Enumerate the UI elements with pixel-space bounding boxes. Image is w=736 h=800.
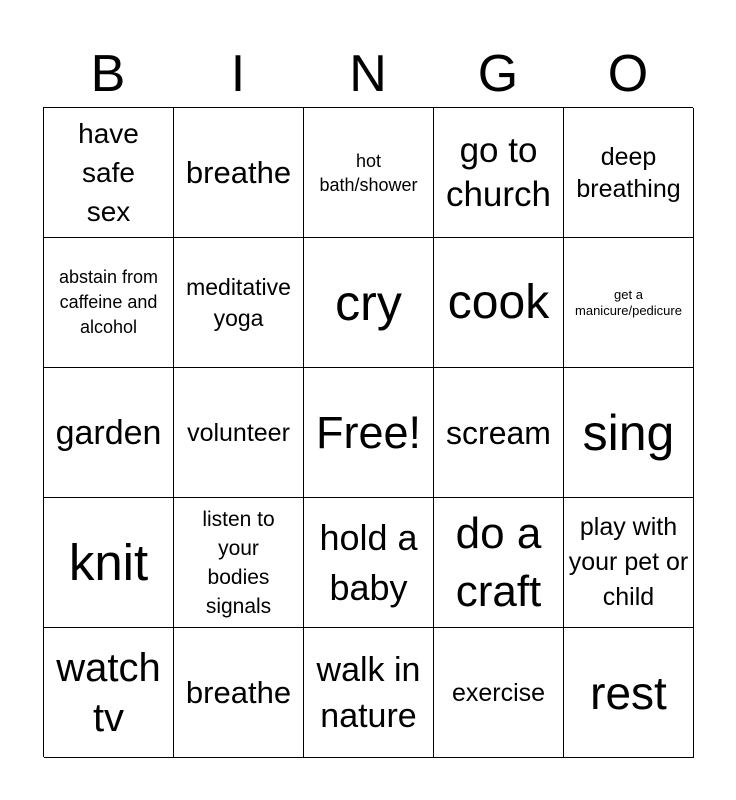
- header-letter-o: O: [607, 45, 649, 103]
- bingo-header: [43, 40, 693, 108]
- bingo-cell[interactable]: [44, 108, 174, 238]
- header-letter-g: G: [477, 45, 519, 103]
- bingo-cell[interactable]: [304, 108, 434, 238]
- bingo-cell[interactable]: [564, 108, 694, 238]
- cell-text: exercise: [451, 678, 546, 707]
- bingo-cell[interactable]: [434, 238, 564, 368]
- cell-text: meditative yoga: [186, 273, 291, 331]
- bingo-cell[interactable]: [434, 108, 564, 238]
- bingo-cell[interactable]: [174, 368, 304, 498]
- cell-text: knit: [68, 533, 149, 591]
- cell-text: Free!: [315, 406, 422, 458]
- cell-text: rest: [590, 666, 667, 719]
- header-letter-n: N: [349, 45, 387, 103]
- cell-text: abstain from caffeine and alcohol: [58, 267, 159, 337]
- cell-text: garden: [55, 413, 162, 452]
- cell-text: deep breathing: [576, 142, 681, 203]
- bingo-cell[interactable]: [304, 498, 434, 628]
- bingo-cell[interactable]: [564, 498, 694, 628]
- cell-text: volunteer: [187, 418, 290, 447]
- cell-text: watch tv: [56, 645, 161, 740]
- bingo-cell[interactable]: [44, 498, 174, 628]
- bingo-cell[interactable]: [434, 498, 564, 628]
- bingo-cell[interactable]: [174, 238, 304, 368]
- cell-text: hot bath/shower: [319, 150, 418, 195]
- cell-text: walk in nature: [316, 650, 421, 735]
- bingo-cell[interactable]: [174, 108, 304, 238]
- bingo-cell[interactable]: [564, 368, 694, 498]
- cell-text: sing: [582, 404, 675, 461]
- cell-text: get a manicure/pedicure: [575, 286, 682, 318]
- bingo-cell[interactable]: [304, 368, 434, 498]
- header-letter-i: I: [230, 45, 246, 103]
- cell-text: go to church: [445, 130, 552, 214]
- bingo-cell[interactable]: [434, 628, 564, 758]
- bingo-cell[interactable]: [44, 628, 174, 758]
- cell-text: breathe: [185, 154, 292, 190]
- cell-text: play with your pet or child: [568, 513, 689, 611]
- bingo-cell[interactable]: [44, 238, 174, 368]
- bingo-cell[interactable]: [44, 368, 174, 498]
- cell-text: have safe sex: [78, 118, 139, 227]
- bingo-cell[interactable]: [434, 368, 564, 498]
- cell-text: do a craft: [455, 508, 542, 616]
- bingo-cell[interactable]: [174, 498, 304, 628]
- cell-text: scream: [446, 414, 551, 451]
- cell-text: listen to your bodies signals: [202, 507, 275, 618]
- bingo-cell[interactable]: [174, 628, 304, 758]
- cell-text: breathe: [185, 674, 292, 710]
- cell-text: cook: [447, 275, 550, 329]
- bingo-board: [43, 107, 693, 757]
- cell-text: cry: [335, 274, 402, 331]
- bingo-cell[interactable]: [564, 238, 694, 368]
- cell-text: hold a baby: [319, 516, 418, 608]
- bingo-cell[interactable]: [564, 628, 694, 758]
- bingo-cell[interactable]: [304, 238, 434, 368]
- bingo-cell[interactable]: [304, 628, 434, 758]
- header-letter-b: B: [90, 45, 126, 103]
